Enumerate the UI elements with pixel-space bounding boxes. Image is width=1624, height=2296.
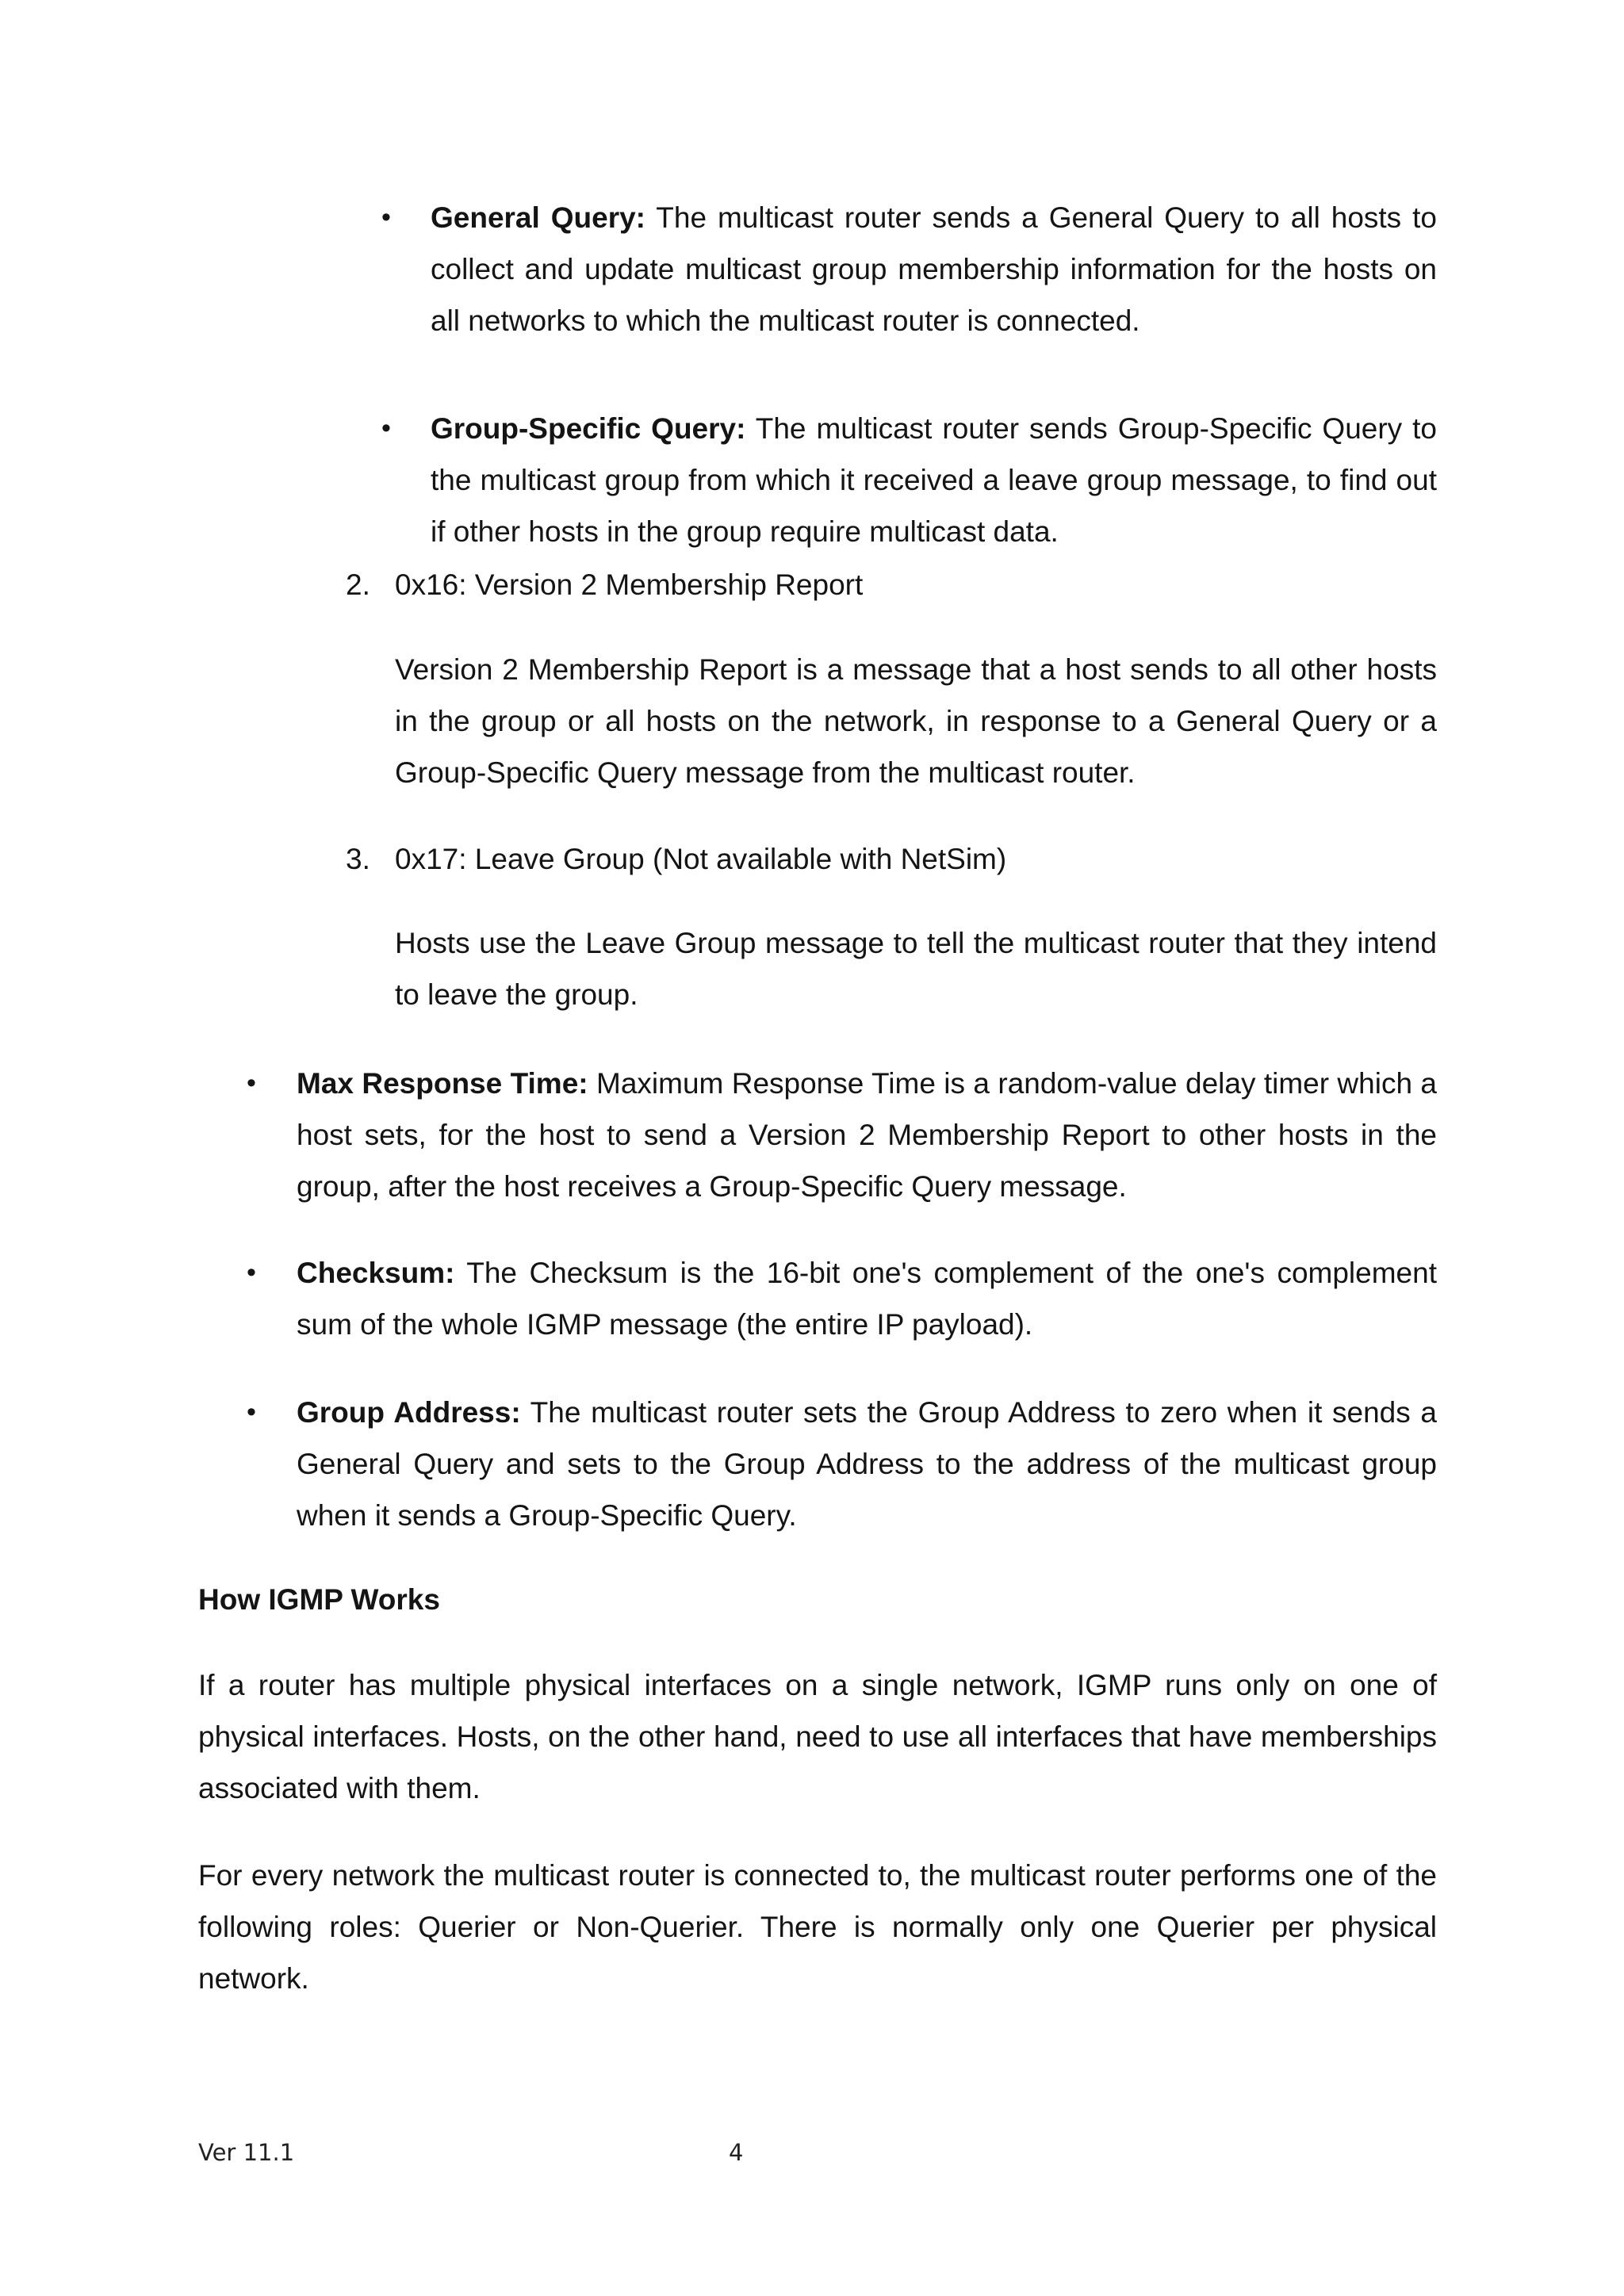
- section-heading: How IGMP Works: [198, 1583, 440, 1616]
- general-query-item: [431, 192, 1437, 346]
- group-address-text: The multicast router sets the Group Address to zero when it sends a General Query and sets to the Group Address to the address of the multicast group when it sends a Group-Specific Query.: [297, 1396, 1437, 1532]
- item-2-description: Version 2 Membership Report is a message that a host sends to all other hosts in the group or all hosts on the network, in response to a General Query or a Group-Specific Query message from the multicast router.: [395, 653, 1437, 789]
- item-3-title: 0x17: Leave Group (Not available with NetSim): [395, 843, 1007, 875]
- bullet-group-address: •: [247, 1397, 256, 1427]
- checksum-text: The Checksum is the 16-bit one's complement of the one's complement sum of the whole IGMP message (the entire IP payload).: [297, 1257, 1437, 1341]
- bullet-max-response-time: •: [247, 1068, 256, 1098]
- footer-page-number: 4: [729, 2139, 744, 2166]
- general-query-text: The multicast router sends a General Query to all hosts to collect and update multicast group membership information for the hosts on all networks to which the multicast router is connected.: [431, 201, 1437, 337]
- bullet-group-specific-query: •: [381, 413, 391, 443]
- paragraph-2: For every network the multicast router is connected to, the multicast router performs one of the following roles: Querier or Non-Querier. There is normally only one Querier per physical network.: [198, 1859, 1437, 1995]
- group-specific-query-item: [431, 403, 1437, 557]
- max-response-time-item: [297, 1058, 1437, 1212]
- group-address-item: [297, 1387, 1437, 1541]
- max-response-time-term: Max Response Time:: [297, 1067, 588, 1100]
- item-3-number: 3.: [346, 843, 370, 875]
- checksum-item: [297, 1247, 1437, 1350]
- item-2-number: 2.: [346, 568, 370, 601]
- group-specific-query-text: The multicast router sends Group-Specific Query to the multicast group from which it received a leave group message, to find out if other hosts in the group require multicast data.: [431, 412, 1438, 548]
- bullet-general-query: •: [381, 202, 391, 232]
- checksum-term: Checksum:: [297, 1257, 455, 1289]
- bullet-checksum: •: [247, 1257, 256, 1288]
- item-2-title: 0x16: Version 2 Membership Report: [395, 568, 864, 601]
- item-3-description: Hosts use the Leave Group message to tell the multicast router that they intend to leave the group.: [395, 927, 1437, 1011]
- group-address-term: Group Address:: [297, 1396, 521, 1429]
- footer-version: Ver 11.1: [198, 2139, 295, 2166]
- general-query-term: General Query:: [431, 201, 645, 234]
- paragraph-1: If a router has multiple physical interfaces on a single network, IGMP runs only on one of physical interfaces. Hosts, on the other hand, need to use all interfaces that have memberships associated with them.: [198, 1669, 1437, 1804]
- max-response-time-text: Maximum Response Time is a random-value delay timer which a host sets, for the host to send a Version 2 Membership Report to other hosts in the group, after the host receives a Group-Specific Query message.: [297, 1067, 1437, 1203]
- group-specific-query-term: Group-Specific Query:: [431, 412, 746, 445]
